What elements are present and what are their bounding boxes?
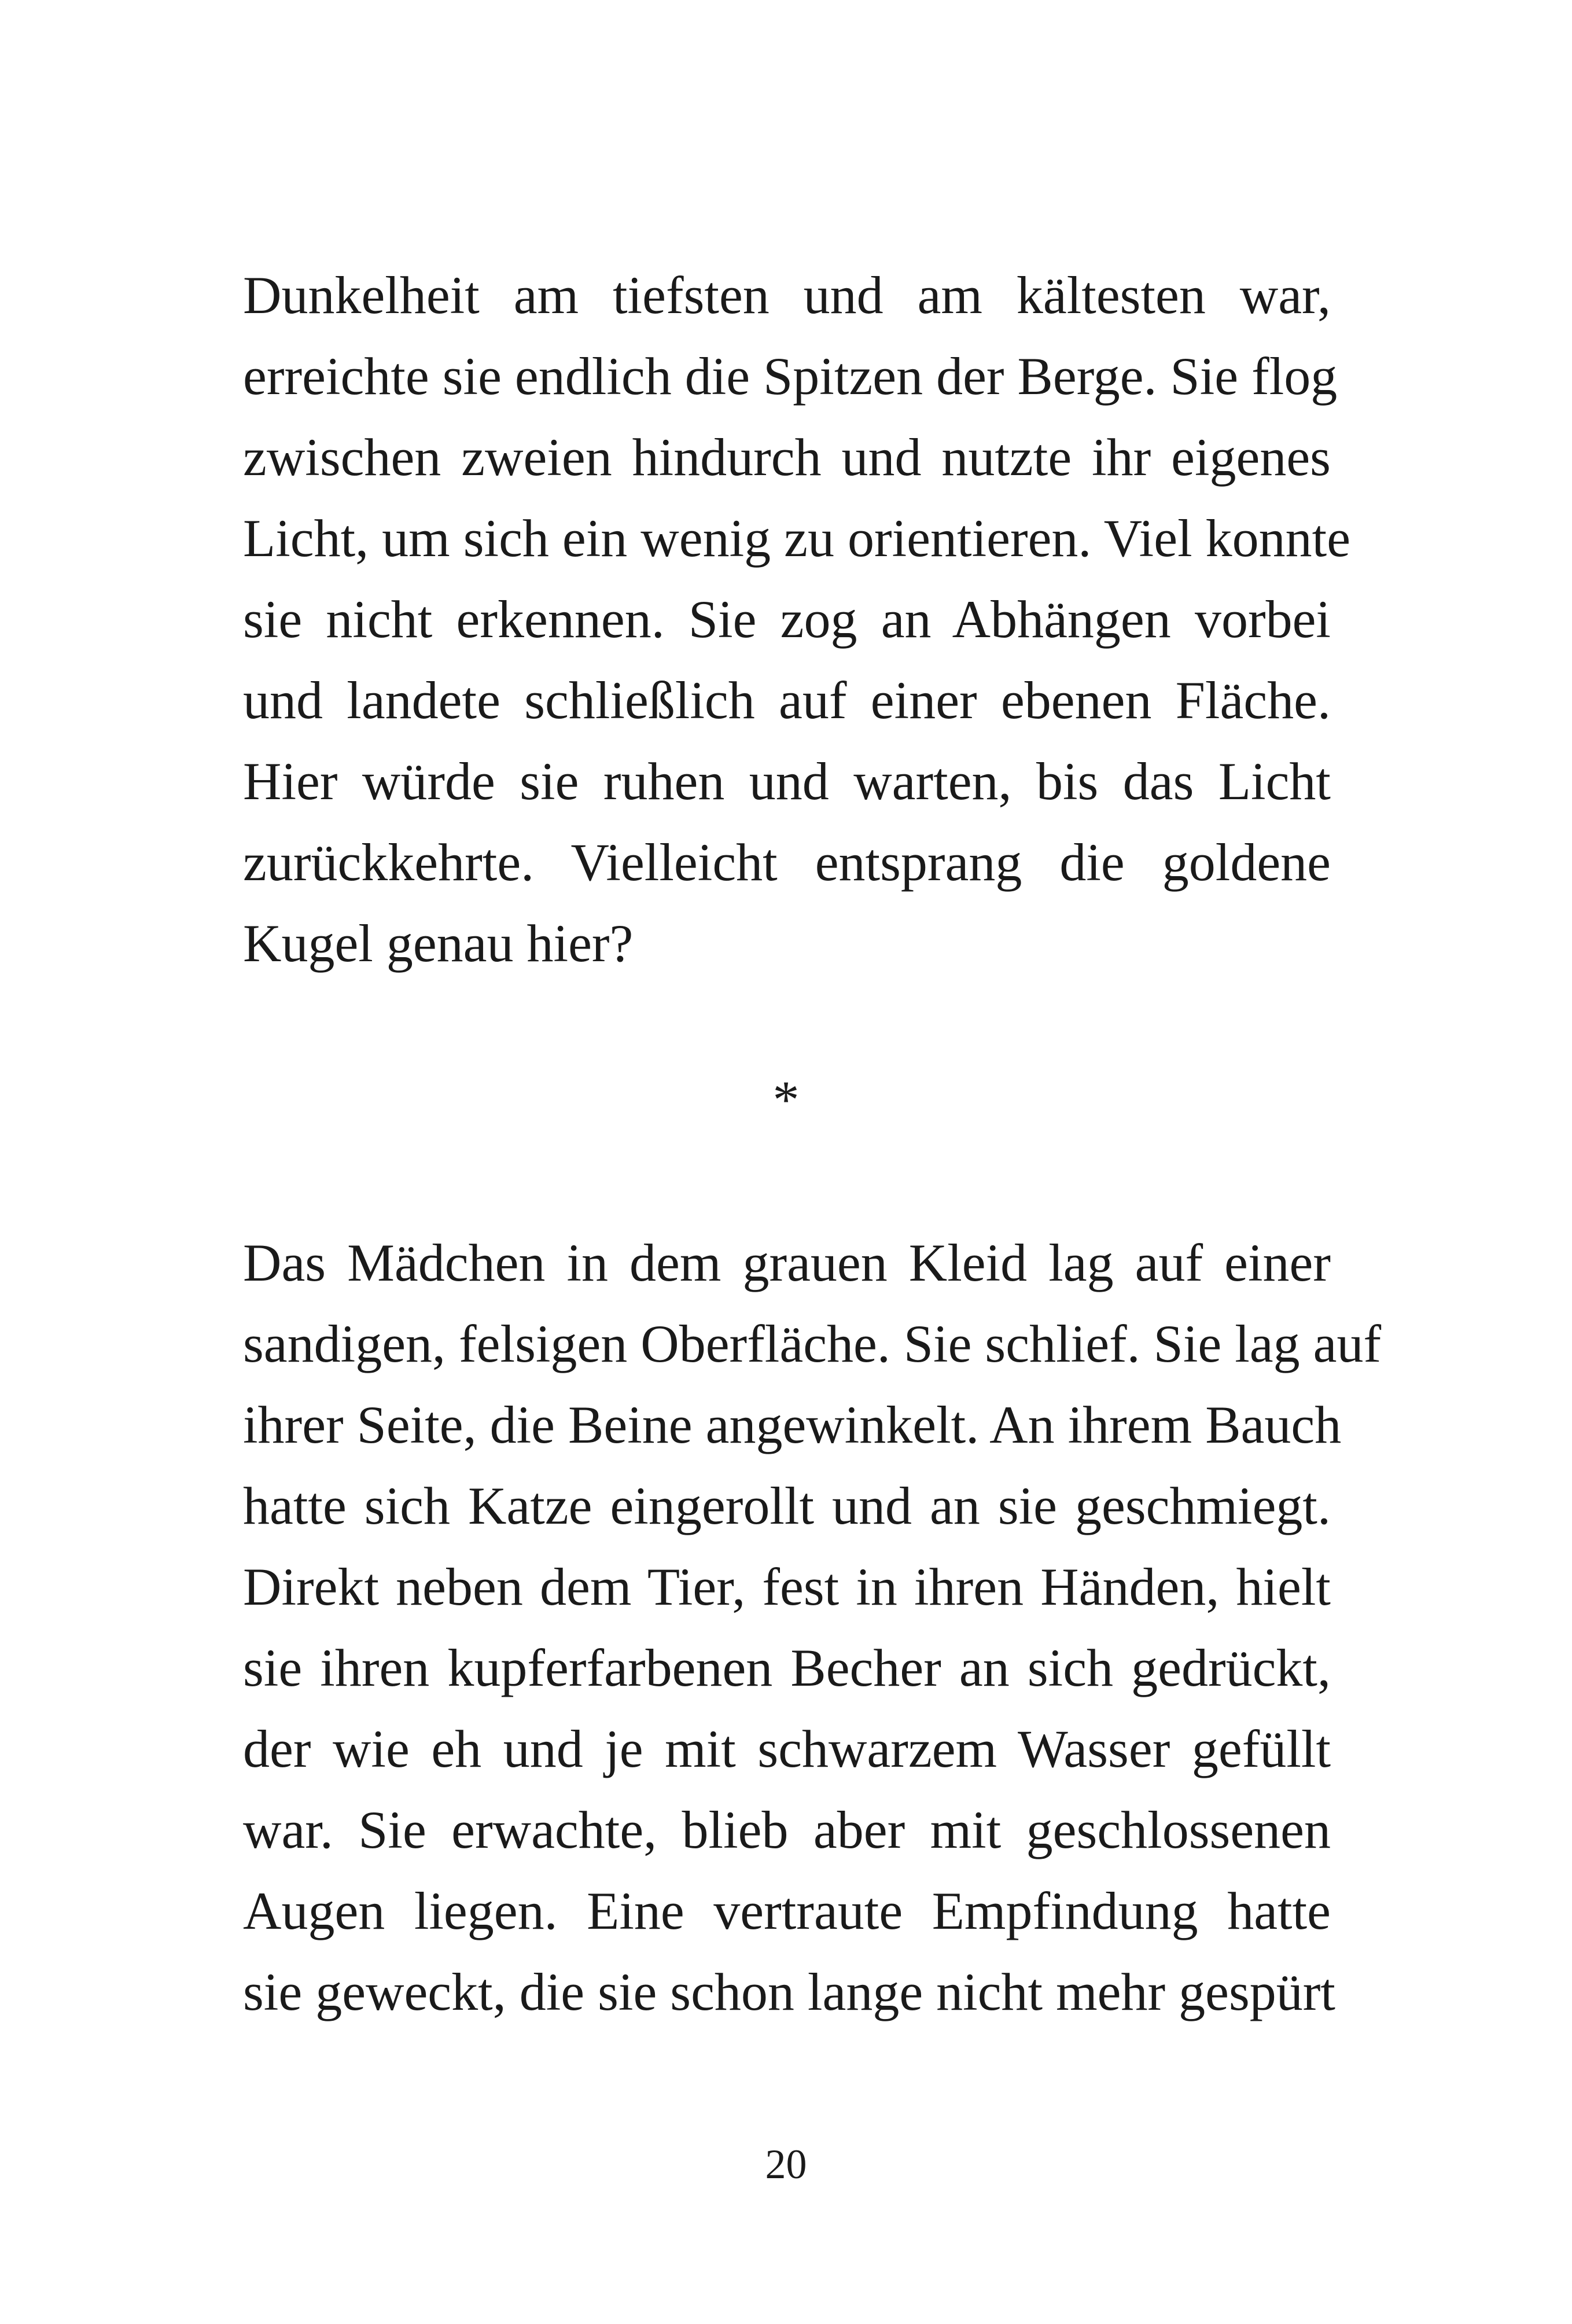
text-line: Das Mädchen in dem grauen Kleid lag auf einer [243, 1233, 1331, 1292]
text-line: sie ihren kupferfarbenen Becher an sich gedrückt, [243, 1638, 1331, 1697]
text-line: zwischen zweien hindurch und nutzte ihr eigenes [243, 428, 1331, 487]
text-line: Kugel genau hier? [243, 914, 634, 973]
text-line: der wie eh und je mit schwarzem Wasser gefüllt [243, 1719, 1331, 1778]
text-line: und landete schließlich auf einer ebenen Fläche. [243, 671, 1331, 730]
text-line: Dunkelheit am tiefsten und am kältesten war, [243, 266, 1331, 325]
section-divider: * [772, 1070, 800, 1129]
text-line: ihrer Seite, die Beine angewinkelt. An ihrem Bauch [243, 1395, 1342, 1454]
text-line: war. Sie erwachte, blieb aber mit geschlossenen [243, 1800, 1331, 1859]
text-line: Augen liegen. Eine vertraute Empfindung hatte [243, 1881, 1331, 1940]
text-line: zurückkehrte. Vielleicht entsprang die goldene [243, 833, 1331, 892]
text-line: sie nicht erkennen. Sie zog an Abhängen vorbei [243, 590, 1331, 649]
text-line: Direkt neben dem Tier, fest in ihren Händen, hielt [243, 1557, 1331, 1616]
paragraph-1 [243, 255, 1351, 984]
text-line: hatte sich Katze eingerollt und an sie geschmiegt. [243, 1476, 1331, 1535]
page-number: 20 [765, 2141, 807, 2187]
text-line: sie geweckt, die sie schon lange nicht mehr gespürt [243, 1962, 1335, 2021]
text-line: Hier würde sie ruhen und warten, bis das Licht [243, 752, 1331, 811]
text-line: Licht, um sich ein wenig zu orientieren. Viel konnte [243, 509, 1351, 568]
text-line: sandigen, felsigen Oberfläche. Sie schlief. Sie lag auf [243, 1314, 1382, 1373]
paragraph-2 [243, 1222, 1382, 2032]
text-line: erreichte sie endlich die Spitzen der Berge. Sie flog [243, 347, 1338, 406]
